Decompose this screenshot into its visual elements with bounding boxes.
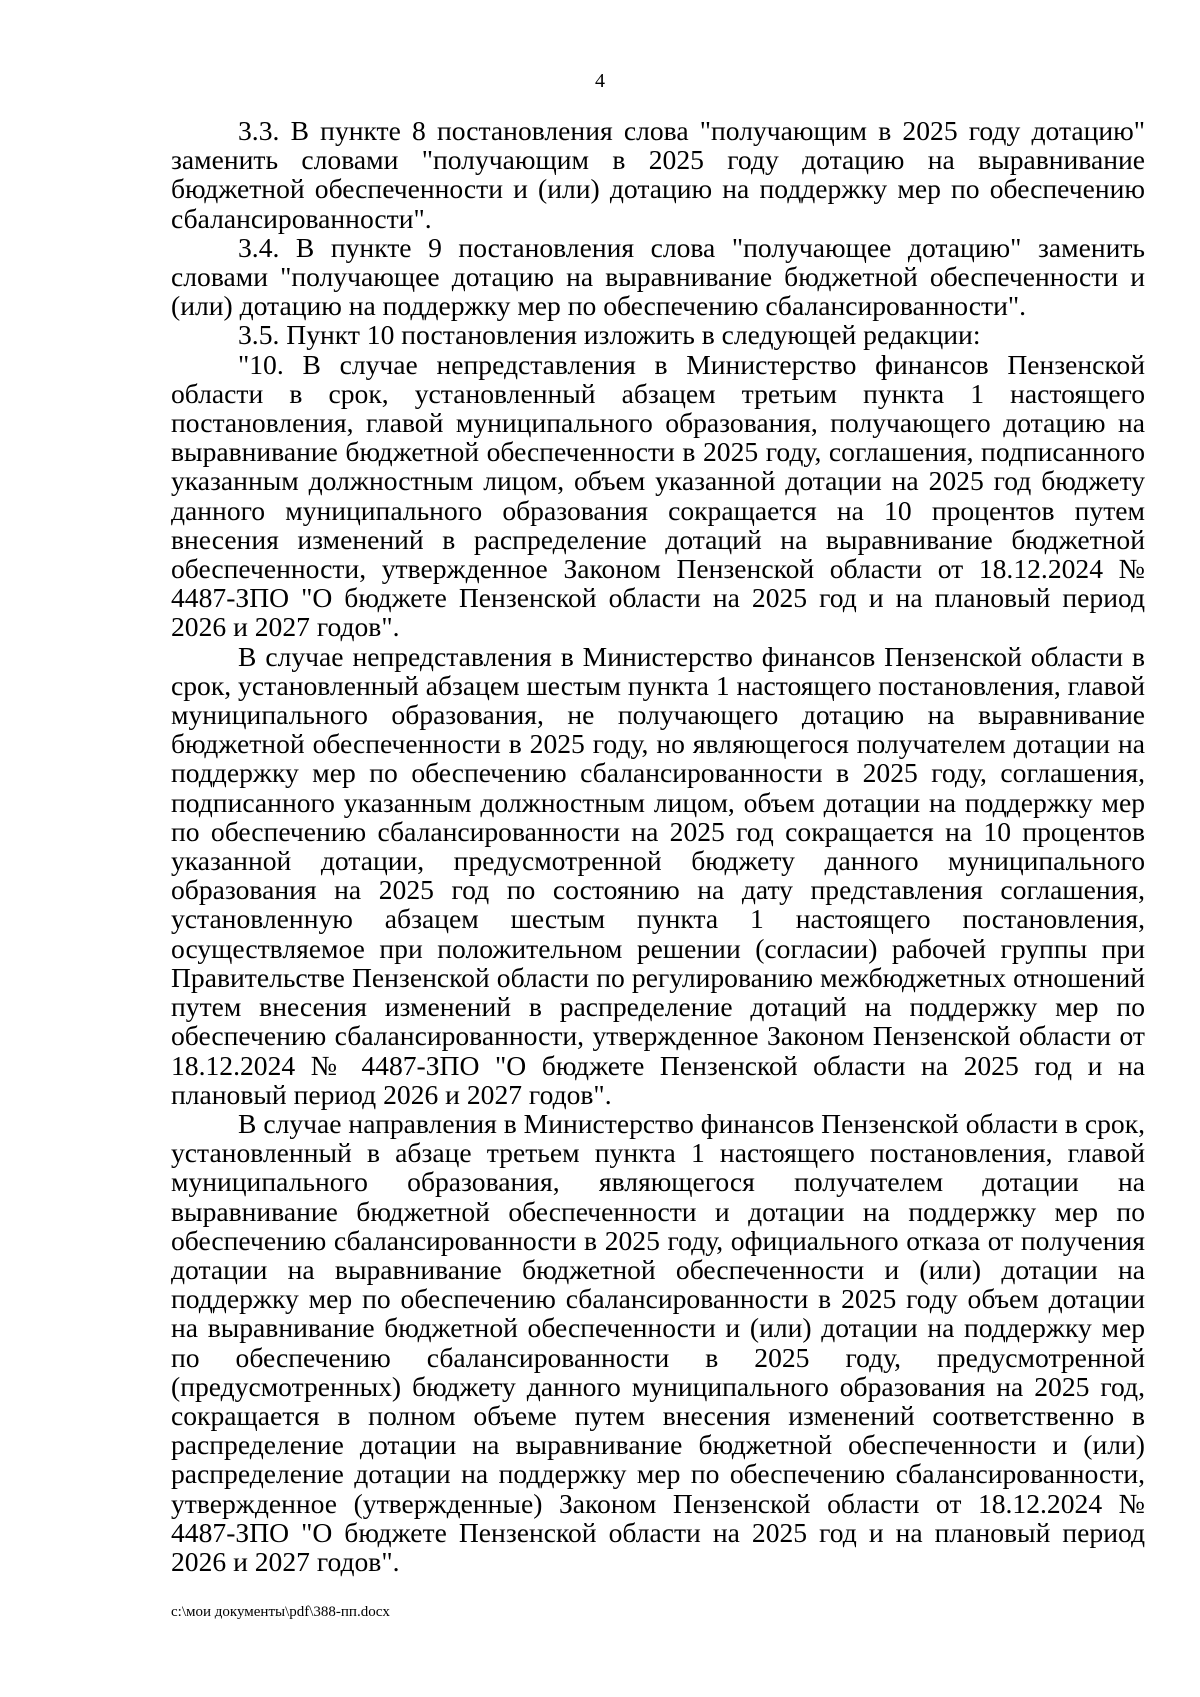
paragraph-3-5: 3.5. Пункт 10 постановления изложить в следующей редакции:: [238, 319, 981, 351]
paragraph-item-10: "10. В случае непредставления в Министерство финансов Пензенской области в срок, установленный абзацем третьим пункта 1 настоящего постановления, главой муниципального образования, получающего дотацию на выравнивание бюджетной обеспеченности в 2025 году, соглашения, подписанного указанным должностным лицом, объем указанной дотации на 2025 год бюджету данного муниципального образования сокращается на 10 процентов путем внесения изменений в распределение дотаций на выравнивание бюджетной обеспеченности, утвержденное Законом Пензенской области от 18.12.2024 № 4487-ЗПО "О бюджете Пензенской области на 2025 год и на плановый период 2026 и 2027 годов".: [171, 348, 1145, 643]
footer-file-path: c:\мои документы\pdf\388-пп.docx: [171, 1604, 390, 1620]
paragraph-item-10-second: В случае непредставления в Министерство финансов Пензенской области в срок, установленный абзацем шестым пункта 1 настоящего постановления, главой муниципального образования, не получающего дотацию на выравнивание бюджетной обеспеченности в 2025 году, но являющегося получателем дотации на поддержку мер по обеспечению сбалансированности в 2025 году, соглашения, подписанного указанным должностным лицом, объем дотации на поддержку мер по обеспечению сбалансированности на 2025 год сокращается на 10 процентов указанной дотации, предусмотренной бюджету данного муниципального образования на 2025 год по состоянию на дату представления соглашения, установленную абзацем шестым пункта 1 настоящего постановления, осуществляемое при положительном решении (согласии) рабочей группы при Правительстве Пензенской области по регулированию межбюджетных отношений путем внесения изменений в распределение дотаций на поддержку мер по обеспечению сбалансированности, утвержденное Законом Пензенской области от 18.12.2024 № 4487-ЗПО "О бюджете Пензенской области на 2025 год и на плановый период 2026 и 2027 годов".: [171, 640, 1146, 1110]
paragraph-3-3: 3.3. В пункте 8 постановления слова "получающим в 2025 году дотацию" заменить словами "получающим в 2025 году дотацию на выравнивание бюджетной обеспеченности и (или) дотацию на поддержку мер по обеспечению сбалансированности".: [171, 115, 1145, 234]
paragraph-3-4: 3.4. В пункте 9 постановления слова "получающее дотацию" заменить словами "получающее дотацию на выравнивание бюджетной обеспеченности и (или) дотацию на поддержку мер по обеспечению сбалансированности".: [171, 231, 1145, 322]
page-number: 4: [595, 70, 605, 92]
paragraph-item-10-third: В случае направления в Министерство финансов Пензенской области в срок, установленный в абзаце третьем пункта 1 настоящего постановления, главой муниципального образования, являющегося получателем дотации на выравнивание бюджетной обеспеченности и дотации на поддержку мер по обеспечению сбалансированности в 2025 году, официального отказа от получения дотации на выравнивание бюджетной обеспеченности и (или) дотации на поддержку мер по обеспечению сбалансированности в 2025 году объем дотации на выравнивание бюджетной обеспеченности и (или) дотации на поддержку мер по обеспечению сбалансированности в 2025 году, предусмотренной (предусмотренных) бюджету данного муниципального образования на 2025 год, сокращается в полном объеме путем внесения изменений соответственно в распределение дотации на выравнивание бюджетной обеспеченности и (или) распределение дотации на поддержку мер по обеспечению сбалансированности, утвержденное (утвержденные) Законом Пензенской области от 18.12.2024 № 4487-ЗПО "О бюджете Пензенской области на 2025 год и на плановый период 2026 и 2027 годов".: [171, 1107, 1145, 1577]
document-body: [171, 116, 1145, 1576]
